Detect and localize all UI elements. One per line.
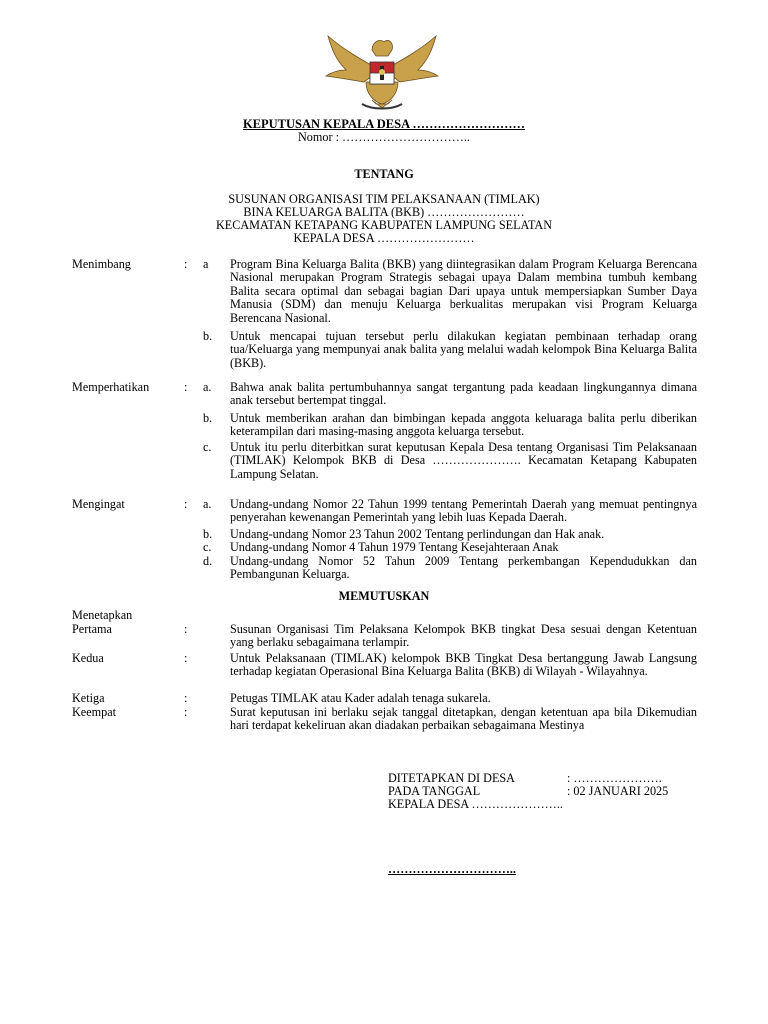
keempat-label: Keempat xyxy=(72,705,116,719)
menimbang-colon: : xyxy=(184,257,188,271)
tentang-heading: TENTANG xyxy=(354,167,414,181)
mengingat-item: Undang-undang Nomor 52 Tahun 2009 Tentang perkembangan Kependudukkan dan Pembangunan Keluarga. xyxy=(230,554,697,582)
item-marker: d. xyxy=(203,554,213,568)
keempat-colon: : xyxy=(184,705,188,719)
ketiga-label: Ketiga xyxy=(72,691,105,705)
memperhatikan-item: Bahwa anak balita pertumbuhannya sangat tergantung pada keadaan lingkungannya dimana anak tersebut bertempat tinggal. xyxy=(230,380,697,408)
ketiga-text: Petugas TIMLAK atau Kader adalah tenaga sukarela. xyxy=(230,691,491,705)
tanggal-value: : 02 JANUARI 2025 xyxy=(567,784,669,798)
memperhatikan-item: Untuk memberikan arahan dan bimbingan kepada anggota keluaraga balita perlu diberikan keterampilan dari masing-masing anggota keluarga tersebut. xyxy=(230,411,697,439)
item-marker: b. xyxy=(203,411,213,425)
kepala-desa-title: KEPALA DESA ………………….. xyxy=(388,797,563,811)
tanggal-label: PADA TANGGAL xyxy=(388,784,481,798)
document-title: KEPUTUSAN KEPALA DESA ……………………… xyxy=(242,117,526,131)
memperhatikan-label: Memperhatikan xyxy=(72,380,150,394)
menimbang-item: Untuk mencapai tujuan tersebut perlu dilakukan kegiatan pembinaan terhadap orang tua/Keluarga yang mempunyai anak balita yang melalui wadah kelompok Bina Keluarga Balita (BKB). xyxy=(230,329,697,370)
item-marker: a. xyxy=(203,497,212,511)
subject-line: BINA KELUARGA BALITA (BKB) …………………… xyxy=(243,205,525,219)
pertama-label: Pertama xyxy=(72,622,112,636)
mengingat-item: Undang-undang Nomor 23 Tahun 2002 Tentang perlindungan dan Hak anak. xyxy=(230,527,605,541)
subject-line: KECAMATAN KETAPANG KABUPATEN LAMPUNG SELATAN xyxy=(215,218,553,232)
item-marker: c. xyxy=(203,440,212,454)
ditetapkan-label: DITETAPKAN DI DESA xyxy=(388,771,515,785)
kedua-text: Untuk Pelaksanaan (TIMLAK) kelompok BKB Tingkat Desa bertanggung Jawab Langsung terhadap kegiatan Operasional Bina Keluarga Balita (BKB) di Wilayah - Wilayahnya. xyxy=(230,651,697,679)
mengingat-item: Undang-undang Nomor 4 Tahun 1979 Tentang Kesejahteraan Anak xyxy=(230,540,559,554)
menimbang-item: Program Bina Keluarga Balita (BKB) yang diintegrasikan dalam Program Keluarga Berencana Nasional merupakan Program Strategis sebagai upaya Dalam membina tumbuh kembang Balita secara optimal dan sebagai bagian Dari upaya untuk mempersiapkan Sumber Daya Manusia (SDM) dan menuju Keluarga berkualitas merupakan visi Program Keluarga Berencana Nasional. xyxy=(230,257,697,325)
kedua-label: Kedua xyxy=(72,651,104,665)
memutuskan-heading: MEMUTUSKAN xyxy=(338,589,430,603)
menimbang-label: Menimbang xyxy=(72,257,131,271)
document-number: Nomor : ………………………….. xyxy=(298,130,470,144)
item-marker: b. xyxy=(203,527,213,541)
item-marker: c. xyxy=(203,540,212,554)
pertama-colon: : xyxy=(184,622,188,636)
ketiga-colon: : xyxy=(184,691,188,705)
signatory-name-line: ………………………….. xyxy=(388,862,516,876)
item-marker: a. xyxy=(203,380,212,394)
menetapkan-label: Menetapkan xyxy=(72,608,133,622)
item-marker: a xyxy=(203,257,209,271)
garuda-emblem-icon xyxy=(322,30,442,112)
mengingat-colon: : xyxy=(184,497,188,511)
subject-line: SUSUNAN ORGANISASI TIM PELAKSANAAN (TIMLAK) xyxy=(228,192,540,206)
mengingat-label: Mengingat xyxy=(72,497,125,511)
memperhatikan-item: Untuk itu perlu diterbitkan surat keputusan Kepala Desa tentang Organisasi Tim Pelaksanaan (TIMLAK) Kelompok BKB di Desa …………………. Kecamatan Ketapang Kabupaten Lampung Selatan. xyxy=(230,440,697,481)
subject-line: KEPALA DESA …………………… xyxy=(293,231,475,245)
kedua-colon: : xyxy=(184,651,188,665)
pertama-text: Susunan Organisasi Tim Pelaksana Kelompok BKB tingkat Desa sesuai dengan Ketentuan yang berlaku sebagaimana terlampir. xyxy=(230,622,697,650)
mengingat-item: Undang-undang Nomor 22 Tahun 1999 tentang Pemerintah Daerah yang memuat pentingnya penyerahan kewenangan Pemerintah yang lebih luas Kepada Daerah. xyxy=(230,497,697,525)
ditetapkan-value: : …………………. xyxy=(567,771,662,785)
memperhatikan-colon: : xyxy=(184,380,188,394)
keempat-text: Surat keputusan ini berlaku sejak tanggal ditetapkan, dengan ketentuan apa bila Dikemudian hari terdapat kekeliruan akan diadakan perbaikan sebagaimana Mestinya xyxy=(230,705,697,733)
item-marker: b. xyxy=(203,329,213,343)
